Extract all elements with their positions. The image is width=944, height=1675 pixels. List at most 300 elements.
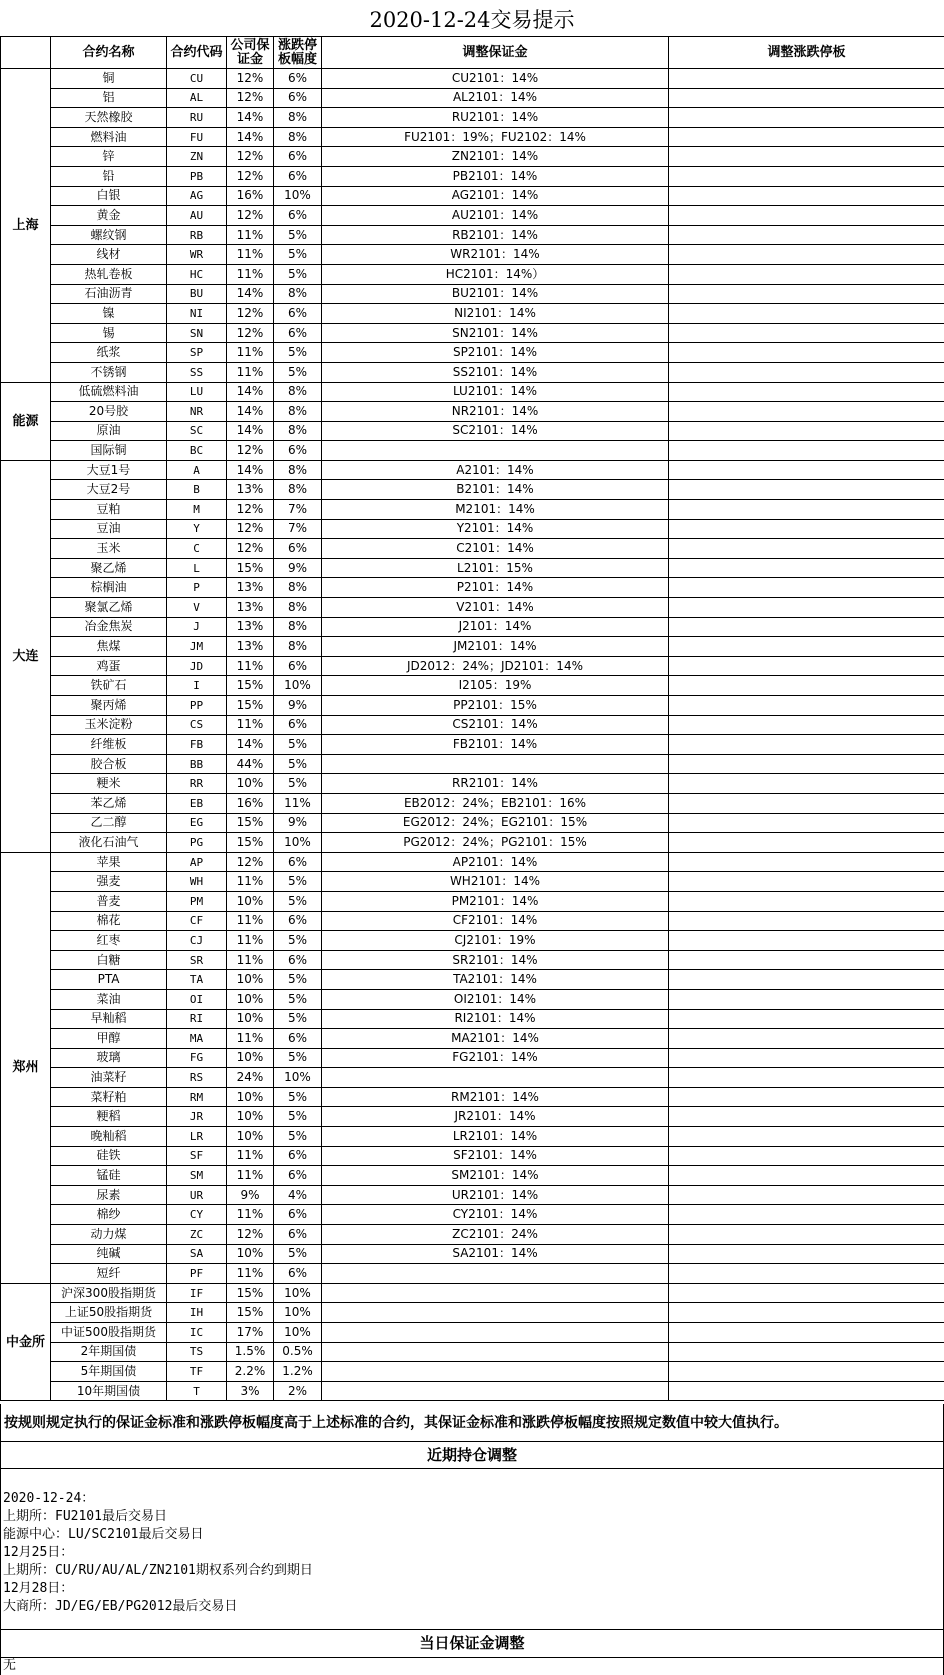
limit-cell: 8% (274, 637, 322, 657)
contract-name-cell: 黄金 (51, 206, 167, 226)
today-margin-title: 当日保证金调整 (0, 1629, 944, 1658)
table-row (1, 696, 944, 716)
adjusted-limit-cell (669, 1029, 944, 1049)
table-row (1, 1303, 944, 1323)
adjusted-limit-cell (669, 813, 944, 833)
contract-name-cell: 铅 (51, 166, 167, 186)
margin-cell: 14% (227, 108, 274, 128)
adjusted-margin-cell: L2101：15% (322, 558, 669, 578)
contract-code-cell: CU (167, 69, 227, 89)
contract-code-cell: C (167, 539, 227, 559)
limit-cell: 5% (274, 225, 322, 245)
contract-name-cell: 甲醇 (51, 1029, 167, 1049)
margin-cell: 13% (227, 617, 274, 637)
contract-code-cell: M (167, 500, 227, 520)
margin-cell: 11% (227, 872, 274, 892)
margin-cell: 15% (227, 1303, 274, 1323)
contract-code-cell: RB (167, 225, 227, 245)
recent-line: 上期所：CU/RU/AU/AL/ZN2101期权系列合约到期日 (3, 1563, 313, 1578)
limit-cell: 7% (274, 500, 322, 520)
adjusted-limit-cell (669, 402, 944, 422)
adjusted-limit-cell (669, 1009, 944, 1029)
adjusted-margin-cell (322, 1381, 669, 1401)
adjusted-limit-cell (669, 88, 944, 108)
adjusted-margin-cell: CU2101：14% (322, 69, 669, 89)
adjusted-limit-cell (669, 1146, 944, 1166)
table-header-row (1, 37, 944, 69)
limit-cell: 1.2% (274, 1362, 322, 1382)
margin-cell: 14% (227, 284, 274, 304)
adjusted-margin-cell: EG2012：24%；EG2101：15% (322, 813, 669, 833)
adjusted-limit-cell (669, 186, 944, 206)
table-row (1, 637, 944, 657)
table-row (1, 598, 944, 618)
limit-cell: 6% (274, 88, 322, 108)
contract-name-cell: 聚乙烯 (51, 558, 167, 578)
contract-code-cell: OI (167, 989, 227, 1009)
contract-name-cell: 锰硅 (51, 1166, 167, 1186)
limit-cell: 6% (274, 323, 322, 343)
adjusted-margin-cell: LU2101：14% (322, 382, 669, 402)
contract-code-cell: WR (167, 245, 227, 265)
contract-name-cell: 玉米淀粉 (51, 715, 167, 735)
adjusted-margin-cell: FG2101：14% (322, 1048, 669, 1068)
adjusted-margin-cell: SF2101：14% (322, 1146, 669, 1166)
adjusted-limit-cell (669, 343, 944, 363)
margin-cell: 11% (227, 715, 274, 735)
table-row (1, 69, 944, 89)
contract-code-cell: LR (167, 1127, 227, 1147)
adjusted-margin-cell (322, 754, 669, 774)
contract-name-cell: 镍 (51, 304, 167, 324)
margin-cell: 11% (227, 1029, 274, 1049)
margin-cell: 16% (227, 186, 274, 206)
adjusted-limit-cell (669, 1264, 944, 1284)
adjusted-limit-cell (669, 715, 944, 735)
contract-name-cell: 油菜籽 (51, 1068, 167, 1088)
limit-cell: 8% (274, 578, 322, 598)
adjusted-limit-cell (669, 1244, 944, 1264)
margin-cell: 15% (227, 833, 274, 853)
margin-cell: 10% (227, 891, 274, 911)
adjusted-limit-cell (669, 578, 944, 598)
table-row (1, 852, 944, 872)
adjusted-limit-cell (669, 441, 944, 461)
table-row (1, 1283, 944, 1303)
margin-cell: 10% (227, 1127, 274, 1147)
exchange-cell: 郑州 (1, 852, 51, 1283)
margin-cell: 44% (227, 754, 274, 774)
adjusted-limit-cell (669, 245, 944, 265)
adjusted-limit-cell (669, 1166, 944, 1186)
adjusted-limit-cell (669, 1048, 944, 1068)
limit-cell: 6% (274, 166, 322, 186)
margin-cell: 11% (227, 1205, 274, 1225)
margin-cell: 17% (227, 1323, 274, 1343)
recent-line: 大商所：JD/EG/EB/PG2012最后交易日 (3, 1599, 238, 1614)
adjusted-margin-cell: FU2101：19%；FU2102：14% (322, 127, 669, 147)
contract-code-cell: TS (167, 1342, 227, 1362)
table-row (1, 891, 944, 911)
contract-code-cell: J (167, 617, 227, 637)
header-contract-code: 合约代码 (167, 37, 227, 69)
limit-cell: 5% (274, 264, 322, 284)
margin-cell: 12% (227, 539, 274, 559)
adjusted-margin-cell: I2105：19% (322, 676, 669, 696)
contract-code-cell: JM (167, 637, 227, 657)
contract-code-cell: CS (167, 715, 227, 735)
contract-name-cell: 大豆2号 (51, 480, 167, 500)
adjusted-margin-cell: CF2101：14% (322, 911, 669, 931)
adjusted-limit-cell (669, 852, 944, 872)
margin-cell: 10% (227, 989, 274, 1009)
adjusted-limit-cell (669, 108, 944, 128)
adjusted-limit-cell (669, 500, 944, 520)
margin-cell: 1.5% (227, 1342, 274, 1362)
contract-code-cell: JR (167, 1107, 227, 1127)
adjusted-limit-cell (669, 931, 944, 951)
adjusted-margin-cell: PB2101：14% (322, 166, 669, 186)
contract-name-cell: 冶金焦炭 (51, 617, 167, 637)
limit-cell: 8% (274, 284, 322, 304)
adjusted-limit-cell (669, 69, 944, 89)
adjusted-limit-cell (669, 872, 944, 892)
table-row (1, 989, 944, 1009)
contract-code-cell: WH (167, 872, 227, 892)
adjusted-limit-cell (669, 1225, 944, 1245)
contract-code-cell: AG (167, 186, 227, 206)
contract-name-cell: 尿素 (51, 1185, 167, 1205)
limit-cell: 5% (274, 970, 322, 990)
contract-name-cell: 红枣 (51, 931, 167, 951)
margin-cell: 15% (227, 676, 274, 696)
margin-cell: 16% (227, 793, 274, 813)
contract-name-cell: 棉纱 (51, 1205, 167, 1225)
table-row (1, 833, 944, 853)
contract-name-cell: 液化石油气 (51, 833, 167, 853)
header-adjusted-margin: 调整保证金 (322, 37, 669, 69)
adjusted-limit-cell (669, 989, 944, 1009)
margin-cell: 2.2% (227, 1362, 274, 1382)
table-row (1, 500, 944, 520)
recent-line: 上期所：FU2101最后交易日 (3, 1509, 167, 1524)
table-row (1, 284, 944, 304)
margin-cell: 12% (227, 147, 274, 167)
limit-cell: 6% (274, 715, 322, 735)
contract-code-cell: MA (167, 1029, 227, 1049)
limit-cell: 5% (274, 245, 322, 265)
adjusted-limit-cell (669, 206, 944, 226)
recent-position-body (0, 1468, 944, 1630)
contract-code-cell: JD (167, 656, 227, 676)
contract-code-cell: EG (167, 813, 227, 833)
contract-code-cell: RI (167, 1009, 227, 1029)
recent-line: 12月25日： (3, 1545, 74, 1560)
contract-name-cell: 天然橡胶 (51, 108, 167, 128)
margin-cell: 11% (227, 1166, 274, 1186)
contract-code-cell: RM (167, 1087, 227, 1107)
adjusted-margin-cell: MA2101：14% (322, 1029, 669, 1049)
margin-cell: 11% (227, 911, 274, 931)
adjusted-limit-cell (669, 539, 944, 559)
contract-name-cell: 豆粕 (51, 500, 167, 520)
margin-cell: 14% (227, 127, 274, 147)
margin-cell: 11% (227, 362, 274, 382)
adjusted-limit-cell (669, 1127, 944, 1147)
limit-cell: 9% (274, 813, 322, 833)
margin-cell: 14% (227, 382, 274, 402)
table-row (1, 1107, 944, 1127)
contract-code-cell: FG (167, 1048, 227, 1068)
margin-cell: 12% (227, 519, 274, 539)
margin-cell: 13% (227, 637, 274, 657)
table-row (1, 813, 944, 833)
margin-table (0, 36, 944, 1401)
limit-cell: 6% (274, 304, 322, 324)
adjusted-margin-cell: J2101：14% (322, 617, 669, 637)
adjusted-margin-cell: AG2101：14% (322, 186, 669, 206)
adjusted-limit-cell (669, 754, 944, 774)
limit-cell: 5% (274, 754, 322, 774)
margin-cell: 10% (227, 1244, 274, 1264)
contract-code-cell: IH (167, 1303, 227, 1323)
adjusted-limit-cell (669, 1283, 944, 1303)
contract-code-cell: SS (167, 362, 227, 382)
margin-cell: 12% (227, 166, 274, 186)
contract-code-cell: PM (167, 891, 227, 911)
adjusted-limit-cell (669, 911, 944, 931)
contract-code-cell: I (167, 676, 227, 696)
table-row (1, 108, 944, 128)
margin-cell: 13% (227, 598, 274, 618)
margin-cell: 12% (227, 69, 274, 89)
adjusted-limit-cell (669, 1342, 944, 1362)
contract-code-cell: SF (167, 1146, 227, 1166)
table-row (1, 441, 944, 461)
limit-cell: 6% (274, 950, 322, 970)
adjusted-margin-cell (322, 1362, 669, 1382)
table-row (1, 578, 944, 598)
contract-name-cell: 短纤 (51, 1264, 167, 1284)
contract-name-cell: 乙二醇 (51, 813, 167, 833)
contract-code-cell: BB (167, 754, 227, 774)
table-row (1, 970, 944, 990)
contract-name-cell: 线材 (51, 245, 167, 265)
limit-cell: 6% (274, 539, 322, 559)
contract-name-cell: 铝 (51, 88, 167, 108)
contract-code-cell: Y (167, 519, 227, 539)
adjusted-margin-cell: TA2101：14% (322, 970, 669, 990)
adjusted-margin-cell: ZN2101：14% (322, 147, 669, 167)
contract-code-cell: BC (167, 441, 227, 461)
margin-cell: 12% (227, 88, 274, 108)
contract-name-cell: 菜籽粕 (51, 1087, 167, 1107)
margin-cell: 11% (227, 264, 274, 284)
table-row (1, 872, 944, 892)
table-row (1, 539, 944, 559)
contract-code-cell: SA (167, 1244, 227, 1264)
margin-cell: 14% (227, 735, 274, 755)
contract-code-cell: LU (167, 382, 227, 402)
table-row (1, 1068, 944, 1088)
limit-cell: 6% (274, 206, 322, 226)
contract-code-cell: SR (167, 950, 227, 970)
adjusted-limit-cell (669, 480, 944, 500)
limit-cell: 8% (274, 480, 322, 500)
exchange-cell: 能源 (1, 382, 51, 460)
adjusted-margin-cell: NI2101：14% (322, 304, 669, 324)
contract-name-cell: 聚氯乙烯 (51, 598, 167, 618)
adjusted-margin-cell: CY2101：14% (322, 1205, 669, 1225)
adjusted-margin-cell (322, 1342, 669, 1362)
adjusted-margin-cell: RU2101：14% (322, 108, 669, 128)
margin-cell: 9% (227, 1185, 274, 1205)
margin-cell: 15% (227, 696, 274, 716)
adjusted-margin-cell: SC2101：14% (322, 421, 669, 441)
contract-code-cell: A (167, 460, 227, 480)
limit-cell: 10% (274, 1068, 322, 1088)
contract-name-cell: PTA (51, 970, 167, 990)
contract-name-cell: 5年期国债 (51, 1362, 167, 1382)
adjusted-margin-cell: SS2101：14% (322, 362, 669, 382)
adjusted-margin-cell: CS2101：14% (322, 715, 669, 735)
adjusted-margin-cell (322, 1323, 669, 1343)
table-row (1, 1381, 944, 1401)
adjusted-margin-cell: ZC2101：24% (322, 1225, 669, 1245)
adjusted-limit-cell (669, 833, 944, 853)
contract-code-cell: PF (167, 1264, 227, 1284)
table-row (1, 166, 944, 186)
margin-cell: 12% (227, 323, 274, 343)
contract-name-cell: 2年期国债 (51, 1342, 167, 1362)
margin-cell: 12% (227, 441, 274, 461)
table-row (1, 1205, 944, 1225)
contract-name-cell: 早籼稻 (51, 1009, 167, 1029)
adjusted-limit-cell (669, 793, 944, 813)
exchange-cell: 上海 (1, 69, 51, 383)
limit-cell: 8% (274, 382, 322, 402)
limit-cell: 10% (274, 833, 322, 853)
adjusted-margin-cell (322, 1068, 669, 1088)
limit-cell: 5% (274, 774, 322, 794)
margin-cell: 15% (227, 558, 274, 578)
contract-name-cell: 石油沥青 (51, 284, 167, 304)
contract-name-cell: 粳米 (51, 774, 167, 794)
adjusted-margin-cell: WR2101：14% (322, 245, 669, 265)
table-row (1, 1185, 944, 1205)
contract-code-cell: ZC (167, 1225, 227, 1245)
limit-cell: 10% (274, 1303, 322, 1323)
margin-cell: 13% (227, 480, 274, 500)
limit-cell: 6% (274, 441, 322, 461)
contract-name-cell: 纸浆 (51, 343, 167, 363)
adjusted-margin-cell: RM2101：14% (322, 1087, 669, 1107)
adjusted-margin-cell: HC2101：14%） (322, 264, 669, 284)
margin-cell: 15% (227, 813, 274, 833)
limit-cell: 6% (274, 1029, 322, 1049)
limit-cell: 10% (274, 676, 322, 696)
limit-cell: 11% (274, 793, 322, 813)
adjusted-margin-cell: V2101：14% (322, 598, 669, 618)
table-row (1, 558, 944, 578)
header-limit-range: 涨跌停板幅度 (274, 37, 322, 69)
table-row (1, 264, 944, 284)
exchange-cell: 中金所 (1, 1283, 51, 1401)
contract-code-cell: TA (167, 970, 227, 990)
adjusted-limit-cell (669, 1362, 944, 1382)
page-title: 2020-12-24交易提示 (369, 8, 575, 32)
limit-cell: 8% (274, 108, 322, 128)
header-company-margin: 公司保证金 (227, 37, 274, 69)
adjusted-margin-cell: C2101：14% (322, 539, 669, 559)
contract-code-cell: ZN (167, 147, 227, 167)
contract-name-cell: 普麦 (51, 891, 167, 911)
contract-code-cell: HC (167, 264, 227, 284)
contract-name-cell: 强麦 (51, 872, 167, 892)
recent-position-title: 近期持仓调整 (0, 1441, 944, 1469)
contract-code-cell: FB (167, 735, 227, 755)
adjusted-margin-cell: AU2101：14% (322, 206, 669, 226)
contract-name-cell: 聚丙烯 (51, 696, 167, 716)
table-row (1, 382, 944, 402)
adjusted-limit-cell (669, 362, 944, 382)
limit-cell: 8% (274, 598, 322, 618)
limit-cell: 5% (274, 1048, 322, 1068)
header-contract-name: 合约名称 (51, 37, 167, 69)
adjusted-margin-cell: OI2101：14% (322, 989, 669, 1009)
table-row (1, 735, 944, 755)
adjusted-limit-cell (669, 970, 944, 990)
table-row (1, 206, 944, 226)
limit-cell: 6% (274, 69, 322, 89)
limit-cell: 0.5% (274, 1342, 322, 1362)
table-row (1, 1009, 944, 1029)
adjusted-margin-cell: FB2101：14% (322, 735, 669, 755)
adjusted-margin-cell (322, 441, 669, 461)
contract-name-cell: 低硫燃料油 (51, 382, 167, 402)
adjusted-limit-cell (669, 1068, 944, 1088)
adjusted-limit-cell (669, 1107, 944, 1127)
adjusted-limit-cell (669, 637, 944, 657)
table-row (1, 88, 944, 108)
adjusted-margin-cell: JM2101：14% (322, 637, 669, 657)
adjusted-limit-cell (669, 304, 944, 324)
table-row (1, 715, 944, 735)
margin-cell: 13% (227, 578, 274, 598)
adjusted-limit-cell (669, 166, 944, 186)
contract-name-cell: 棕榈油 (51, 578, 167, 598)
adjusted-margin-cell: Y2101：14% (322, 519, 669, 539)
table-row (1, 1342, 944, 1362)
adjusted-limit-cell (669, 735, 944, 755)
margin-cell: 10% (227, 1009, 274, 1029)
table-row (1, 1029, 944, 1049)
contract-name-cell: 原油 (51, 421, 167, 441)
limit-cell: 5% (274, 1107, 322, 1127)
adjusted-margin-cell: RR2101：14% (322, 774, 669, 794)
contract-name-cell: 晚籼稻 (51, 1127, 167, 1147)
margin-cell: 10% (227, 1107, 274, 1127)
adjusted-margin-cell: SM2101：14% (322, 1166, 669, 1186)
contract-code-cell: L (167, 558, 227, 578)
margin-cell: 15% (227, 1283, 274, 1303)
contract-name-cell: 10年期国债 (51, 1381, 167, 1401)
contract-code-cell: AL (167, 88, 227, 108)
contract-name-cell: 不锈钢 (51, 362, 167, 382)
contract-code-cell: PG (167, 833, 227, 853)
adjusted-limit-cell (669, 656, 944, 676)
adjusted-margin-cell: RB2101：14% (322, 225, 669, 245)
